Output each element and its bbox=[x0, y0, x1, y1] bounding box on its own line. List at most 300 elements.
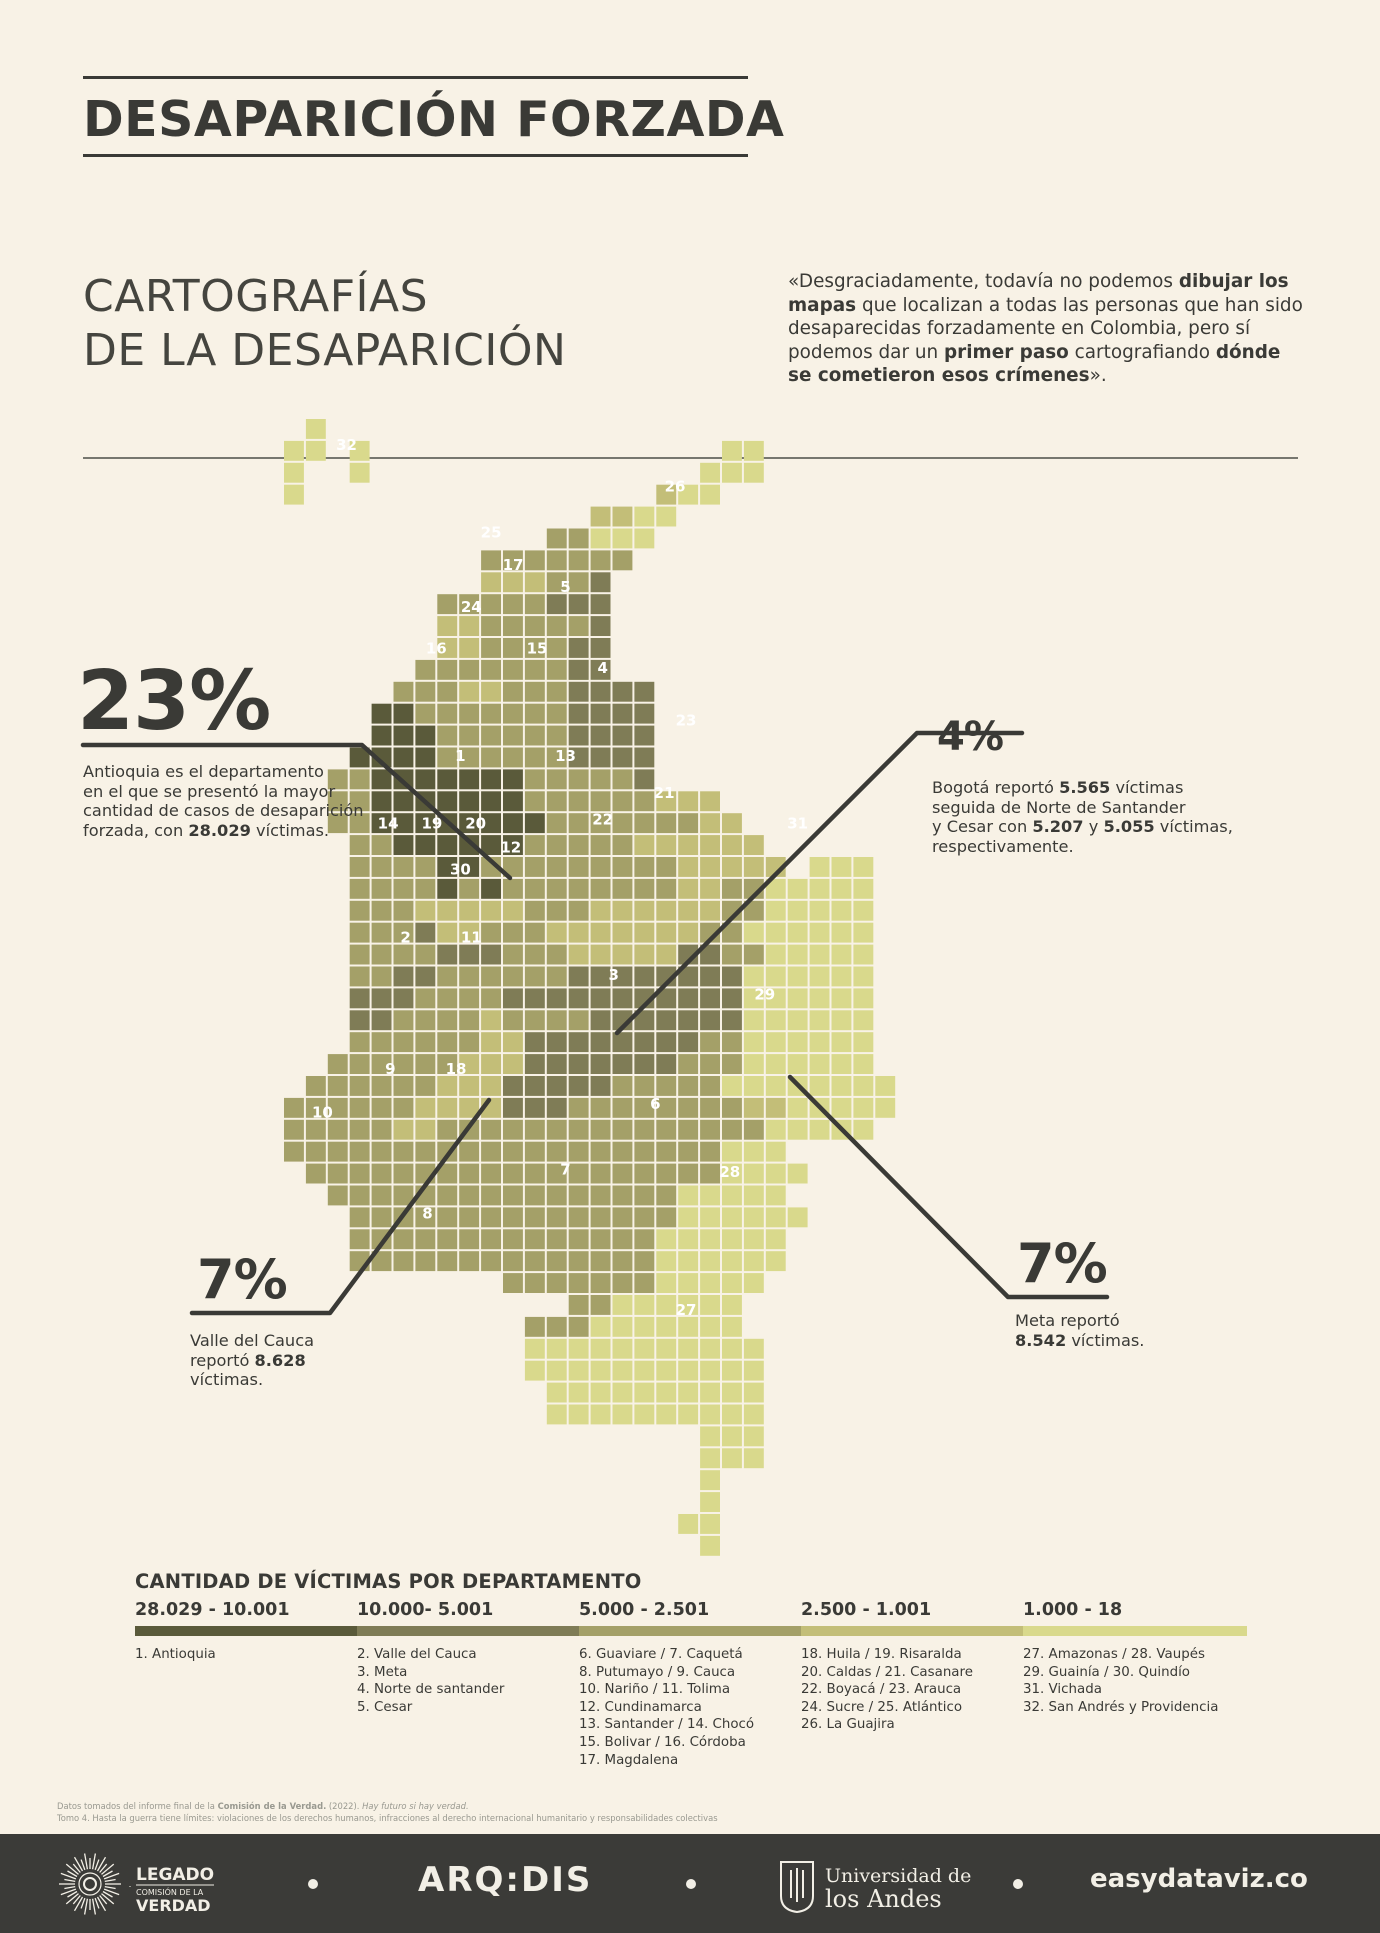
map-cell bbox=[832, 988, 852, 1008]
department-label: 3 bbox=[608, 965, 619, 984]
map-cell bbox=[634, 1164, 654, 1184]
map-cell bbox=[569, 550, 589, 570]
map-cell bbox=[503, 1186, 523, 1206]
map-cell bbox=[766, 1164, 786, 1184]
map-cell bbox=[569, 1361, 589, 1381]
map-cell bbox=[634, 879, 654, 899]
map-cell bbox=[350, 1010, 370, 1030]
map-cell bbox=[591, 704, 611, 724]
map-cell bbox=[547, 616, 567, 636]
map-cell bbox=[547, 1317, 567, 1337]
map-cell bbox=[591, 682, 611, 702]
antioquia-percent: 23% bbox=[77, 654, 271, 749]
map-cell bbox=[700, 1361, 720, 1381]
map-cell bbox=[722, 835, 742, 855]
map-cell bbox=[678, 1251, 698, 1271]
map-cell bbox=[744, 835, 764, 855]
map-cell bbox=[634, 1317, 654, 1337]
map-cell bbox=[547, 1076, 567, 1096]
map-cell bbox=[700, 857, 720, 877]
map-cell bbox=[744, 1186, 764, 1206]
easydataviz-link[interactable]: easydataviz.co bbox=[1090, 1864, 1308, 1894]
map-cell bbox=[437, 967, 457, 987]
map-cell bbox=[569, 879, 589, 899]
map-cell bbox=[722, 1383, 742, 1403]
map-cell bbox=[766, 1142, 786, 1162]
map-cell bbox=[284, 1142, 304, 1162]
map-cell bbox=[547, 1229, 567, 1249]
map-cell bbox=[459, 1207, 479, 1227]
map-cell bbox=[569, 529, 589, 549]
map-cell bbox=[481, 945, 501, 965]
department-label: 28 bbox=[719, 1162, 741, 1181]
map-cell bbox=[481, 1251, 501, 1271]
map-cell bbox=[415, 682, 435, 702]
map-cell bbox=[744, 1164, 764, 1184]
map-cell bbox=[415, 879, 435, 899]
map-cell bbox=[591, 923, 611, 943]
map-cell bbox=[547, 1010, 567, 1030]
map-cell bbox=[415, 1076, 435, 1096]
map-cell bbox=[744, 1032, 764, 1052]
map-cell bbox=[547, 988, 567, 1008]
map-cell bbox=[591, 879, 611, 899]
legend-title: CANTIDAD DE VÍCTIMAS POR DEPARTAMENTO bbox=[135, 1570, 642, 1593]
quote: «Desgraciadamente, todavía no podemos dibujar los mapas que localizan a todas las personas que han sido desaparecidas forzadamente en Colombia, pero sí podemos dar un primer paso cartografiando dónde se cometieron esos crímenes». bbox=[788, 271, 1303, 387]
map-cell bbox=[547, 901, 567, 921]
map-cell bbox=[722, 945, 742, 965]
map-cell bbox=[656, 835, 676, 855]
arqdis-logo[interactable]: ARQ:DIS bbox=[418, 1860, 593, 1900]
map-cell bbox=[656, 1383, 676, 1403]
map-cell bbox=[569, 1273, 589, 1293]
map-cell bbox=[437, 1186, 457, 1206]
map-cell bbox=[613, 1164, 633, 1184]
map-cell bbox=[503, 1142, 523, 1162]
map-cell bbox=[613, 1207, 633, 1227]
map-cell bbox=[613, 726, 633, 746]
map-cell bbox=[700, 1142, 720, 1162]
map-cell bbox=[459, 1010, 479, 1030]
map-cell bbox=[415, 1054, 435, 1074]
map-cell bbox=[591, 988, 611, 1008]
map-cell bbox=[547, 1207, 567, 1227]
map-cell bbox=[350, 1032, 370, 1052]
map-cell bbox=[415, 704, 435, 724]
map-cell bbox=[722, 1317, 742, 1337]
map-cell bbox=[569, 769, 589, 789]
map-cell bbox=[525, 1010, 545, 1030]
map-cell bbox=[547, 1361, 567, 1381]
map-cell bbox=[415, 726, 435, 746]
map-cell bbox=[656, 1295, 676, 1315]
map-cell bbox=[832, 1054, 852, 1074]
map-cell bbox=[372, 1186, 392, 1206]
map-cell bbox=[569, 726, 589, 746]
map-cell bbox=[415, 923, 435, 943]
map-cell bbox=[634, 923, 654, 943]
map-cell bbox=[569, 967, 589, 987]
map-cell bbox=[700, 1207, 720, 1227]
map-cell bbox=[744, 441, 764, 461]
map-cell bbox=[722, 879, 742, 899]
map-cell bbox=[569, 572, 589, 592]
map-cell bbox=[810, 901, 830, 921]
map-cell bbox=[722, 1142, 742, 1162]
map-cell bbox=[525, 1120, 545, 1140]
map-cell bbox=[700, 1470, 720, 1490]
map-cell bbox=[547, 791, 567, 811]
map-cell bbox=[613, 1076, 633, 1096]
legend-class-2: 10.000- 5.001 2. Valle del Cauca 3. Meta 4. Norte de santander 5. Cesar bbox=[357, 1600, 579, 1716]
map-cell bbox=[853, 857, 873, 877]
map-cell bbox=[459, 1229, 479, 1249]
map-cell bbox=[350, 879, 370, 899]
map-cell bbox=[700, 1514, 720, 1534]
map-cell bbox=[481, 769, 501, 789]
map-cell bbox=[700, 1076, 720, 1096]
map-cell bbox=[569, 923, 589, 943]
map-cell bbox=[744, 1339, 764, 1359]
map-cell bbox=[547, 945, 567, 965]
map-cell bbox=[656, 1010, 676, 1030]
map-cell bbox=[372, 857, 392, 877]
map-cell bbox=[634, 791, 654, 811]
map-cell bbox=[569, 704, 589, 724]
map-cell bbox=[503, 1229, 523, 1249]
map-cell bbox=[656, 857, 676, 877]
map-cell bbox=[525, 813, 545, 833]
map-cell bbox=[481, 1229, 501, 1249]
map-cell bbox=[613, 1317, 633, 1337]
map-cell bbox=[788, 1098, 808, 1118]
map-cell bbox=[853, 879, 873, 899]
map-cell bbox=[591, 1098, 611, 1118]
map-cell bbox=[481, 572, 501, 592]
map-cell bbox=[766, 1010, 786, 1030]
map-cell bbox=[634, 1251, 654, 1271]
map-cell bbox=[613, 1273, 633, 1293]
map-cell bbox=[832, 901, 852, 921]
map-cell bbox=[328, 1164, 348, 1184]
map-cell bbox=[328, 1142, 348, 1162]
map-cell bbox=[503, 638, 523, 658]
map-cell bbox=[744, 1207, 764, 1227]
subtitle-line-2: DE LA DESAPARICIÓN bbox=[83, 325, 567, 376]
map-cell bbox=[613, 945, 633, 965]
map-cell bbox=[634, 1054, 654, 1074]
map-cell bbox=[372, 1098, 392, 1118]
map-cell bbox=[700, 835, 720, 855]
map-cell bbox=[810, 857, 830, 877]
map-cell bbox=[832, 967, 852, 987]
map-cell bbox=[678, 879, 698, 899]
map-cell bbox=[503, 967, 523, 987]
footer-separator-dot bbox=[1013, 1879, 1023, 1889]
map-cell bbox=[437, 1098, 457, 1118]
map-cell bbox=[503, 1032, 523, 1052]
map-cell bbox=[700, 813, 720, 833]
legend-swatch-5 bbox=[1023, 1626, 1247, 1636]
map-cell bbox=[875, 1098, 895, 1118]
map-cell bbox=[832, 923, 852, 943]
map-cell bbox=[722, 463, 742, 483]
map-cell bbox=[415, 988, 435, 1008]
department-label: 24 bbox=[460, 597, 482, 616]
map-cell bbox=[350, 1076, 370, 1096]
map-cell bbox=[459, 682, 479, 702]
map-cell bbox=[503, 1251, 523, 1271]
map-cell bbox=[569, 638, 589, 658]
map-cell bbox=[569, 1076, 589, 1096]
map-cell bbox=[722, 1207, 742, 1227]
map-cell bbox=[722, 988, 742, 1008]
department-label: 5 bbox=[560, 578, 571, 597]
map-cell bbox=[722, 1120, 742, 1140]
map-cell bbox=[503, 748, 523, 768]
map-cell bbox=[415, 748, 435, 768]
map-cell bbox=[656, 1251, 676, 1271]
map-cell bbox=[394, 879, 414, 899]
map-cell bbox=[437, 726, 457, 746]
map-cell bbox=[437, 660, 457, 680]
map-cell bbox=[766, 1076, 786, 1096]
department-label: 19 bbox=[421, 814, 443, 833]
map-cell bbox=[372, 1076, 392, 1096]
map-cell bbox=[547, 529, 567, 549]
map-cell bbox=[656, 1054, 676, 1074]
legend-class-1: 28.029 - 10.001 1. Antioquia bbox=[135, 1600, 357, 1664]
map-cell bbox=[678, 791, 698, 811]
map-cell bbox=[678, 1032, 698, 1052]
map-cell bbox=[875, 1076, 895, 1096]
legend-swatch-3 bbox=[579, 1626, 801, 1636]
map-cell bbox=[372, 704, 392, 724]
map-cell bbox=[678, 1207, 698, 1227]
svg-text:COMISIÓN DE LA: COMISIÓN DE LA bbox=[136, 1888, 204, 1897]
map-cell bbox=[481, 748, 501, 768]
map-cell bbox=[634, 726, 654, 746]
map-cell bbox=[591, 616, 611, 636]
map-cell bbox=[350, 1164, 370, 1184]
map-cell bbox=[459, 901, 479, 921]
legado-comision-verdad-logo[interactable] bbox=[58, 1848, 248, 1920]
map-cell bbox=[853, 1076, 873, 1096]
map-cell bbox=[525, 704, 545, 724]
meta-percent: 7% bbox=[1017, 1232, 1107, 1295]
map-cell bbox=[525, 1186, 545, 1206]
map-cell bbox=[547, 923, 567, 943]
map-cell bbox=[722, 1405, 742, 1425]
map-cell bbox=[722, 1032, 742, 1052]
map-cell bbox=[678, 1229, 698, 1249]
map-cell bbox=[350, 988, 370, 1008]
map-cell bbox=[415, 835, 435, 855]
map-cell bbox=[569, 791, 589, 811]
map-cell bbox=[503, 1273, 523, 1293]
map-cell bbox=[569, 1186, 589, 1206]
map-cell bbox=[569, 1010, 589, 1030]
map-cell bbox=[481, 616, 501, 636]
map-cell bbox=[394, 857, 414, 877]
map-cell bbox=[744, 1251, 764, 1271]
map-cell bbox=[700, 1536, 720, 1556]
map-cell bbox=[481, 1120, 501, 1140]
map-cell bbox=[678, 1317, 698, 1337]
map-cell bbox=[700, 879, 720, 899]
map-cell bbox=[678, 1186, 698, 1206]
map-cell bbox=[503, 1054, 523, 1074]
map-cell bbox=[503, 1076, 523, 1096]
map-cell bbox=[853, 945, 873, 965]
legend bbox=[135, 1600, 1247, 1770]
map-cell bbox=[525, 857, 545, 877]
map-cell bbox=[459, 726, 479, 746]
map-cell bbox=[832, 1032, 852, 1052]
map-cell bbox=[525, 1054, 545, 1074]
svg-text:los Andes: los Andes bbox=[825, 1885, 942, 1913]
map-cell bbox=[766, 1098, 786, 1118]
map-cell bbox=[678, 1383, 698, 1403]
map-cell bbox=[634, 1361, 654, 1381]
map-cell bbox=[591, 1164, 611, 1184]
map-cell bbox=[656, 1120, 676, 1140]
map-cell bbox=[503, 1098, 523, 1118]
map-cell bbox=[525, 616, 545, 636]
map-cell bbox=[832, 945, 852, 965]
map-cell bbox=[744, 1076, 764, 1096]
map-cell bbox=[350, 1207, 370, 1227]
map-cell bbox=[372, 901, 392, 921]
map-cell bbox=[525, 1098, 545, 1118]
map-cell bbox=[350, 1098, 370, 1118]
svg-text:LEGADO: LEGADO bbox=[136, 1865, 215, 1885]
map-cell bbox=[810, 988, 830, 1008]
map-cell bbox=[613, 1229, 633, 1249]
universidad-los-andes-logo[interactable] bbox=[777, 1852, 987, 1916]
map-cell bbox=[481, 1207, 501, 1227]
legend-class-4: 2.500 - 1.001 18. Huila / 19. Risaralda 20. Caldas / 21. Casanare 22. Boyacá / 23. Arauca 24. Sucre / 25. Atlántico 26. La Guajira bbox=[801, 1600, 1023, 1734]
map-cell bbox=[394, 1142, 414, 1162]
map-cell bbox=[481, 879, 501, 899]
department-label: 20 bbox=[465, 814, 487, 833]
map-cell bbox=[547, 1120, 567, 1140]
map-cell bbox=[744, 1273, 764, 1293]
map-cell bbox=[547, 1032, 567, 1052]
map-cell bbox=[481, 1142, 501, 1162]
map-cell bbox=[591, 748, 611, 768]
map-cell bbox=[459, 945, 479, 965]
map-cell bbox=[459, 660, 479, 680]
map-cell bbox=[372, 1010, 392, 1030]
map-cell bbox=[722, 441, 742, 461]
department-label: 22 bbox=[592, 810, 614, 829]
footer-separator-dot bbox=[308, 1879, 318, 1889]
map-cell bbox=[744, 1120, 764, 1140]
map-cell bbox=[788, 1054, 808, 1074]
map-cell bbox=[634, 1229, 654, 1249]
map-cell bbox=[503, 1164, 523, 1184]
map-cell bbox=[481, 550, 501, 570]
map-cell bbox=[525, 1273, 545, 1293]
map-cell bbox=[853, 1098, 873, 1118]
map-cell bbox=[613, 923, 633, 943]
map-cell bbox=[810, 1054, 830, 1074]
map-cell bbox=[613, 901, 633, 921]
map-cell bbox=[525, 1229, 545, 1249]
map-cell bbox=[350, 463, 370, 483]
map-cell bbox=[656, 507, 676, 527]
map-cell bbox=[569, 616, 589, 636]
map-cell bbox=[437, 879, 457, 899]
map-cell bbox=[700, 1492, 720, 1512]
map-cell bbox=[547, 660, 567, 680]
map-cell bbox=[481, 988, 501, 1008]
map-cell bbox=[503, 660, 523, 680]
map-cell bbox=[788, 945, 808, 965]
map-cell bbox=[503, 1010, 523, 1030]
map-cell bbox=[525, 1339, 545, 1359]
map-cell bbox=[591, 769, 611, 789]
map-cell bbox=[591, 1251, 611, 1271]
map-cell bbox=[678, 857, 698, 877]
map-cell bbox=[415, 660, 435, 680]
map-cell bbox=[656, 1273, 676, 1293]
map-cell bbox=[656, 1164, 676, 1184]
map-cell bbox=[613, 813, 633, 833]
map-cell bbox=[547, 879, 567, 899]
map-cell bbox=[700, 901, 720, 921]
map-cell bbox=[613, 857, 633, 877]
map-cell bbox=[722, 1229, 742, 1249]
map-cell bbox=[547, 550, 567, 570]
map-cell bbox=[372, 1032, 392, 1052]
map-cell bbox=[350, 967, 370, 987]
map-cell bbox=[569, 660, 589, 680]
map-cell bbox=[525, 660, 545, 680]
map-cell bbox=[832, 879, 852, 899]
map-cell bbox=[788, 967, 808, 987]
map-cell bbox=[372, 945, 392, 965]
map-cell bbox=[481, 1010, 501, 1030]
map-cell bbox=[832, 1098, 852, 1118]
map-cell bbox=[569, 1098, 589, 1118]
department-label: 31 bbox=[787, 814, 809, 833]
map-cell bbox=[525, 923, 545, 943]
department-label: 14 bbox=[377, 814, 399, 833]
map-cell bbox=[481, 660, 501, 680]
map-cell bbox=[744, 923, 764, 943]
map-cell bbox=[656, 1207, 676, 1227]
map-cell bbox=[525, 945, 545, 965]
map-cell bbox=[613, 1339, 633, 1359]
map-cell bbox=[678, 1164, 698, 1184]
map-cell bbox=[372, 988, 392, 1008]
map-cell bbox=[656, 1405, 676, 1425]
map-cell bbox=[350, 1054, 370, 1074]
map-cell bbox=[744, 1054, 764, 1074]
map-cell bbox=[459, 791, 479, 811]
map-cell bbox=[372, 967, 392, 987]
map-cell bbox=[634, 1142, 654, 1162]
map-cell bbox=[722, 857, 742, 877]
map-cell bbox=[678, 1142, 698, 1162]
map-cell bbox=[503, 682, 523, 702]
map-cell bbox=[437, 1032, 457, 1052]
legend-swatch-1 bbox=[135, 1626, 357, 1636]
map-cell bbox=[634, 1273, 654, 1293]
map-cell bbox=[525, 1361, 545, 1381]
